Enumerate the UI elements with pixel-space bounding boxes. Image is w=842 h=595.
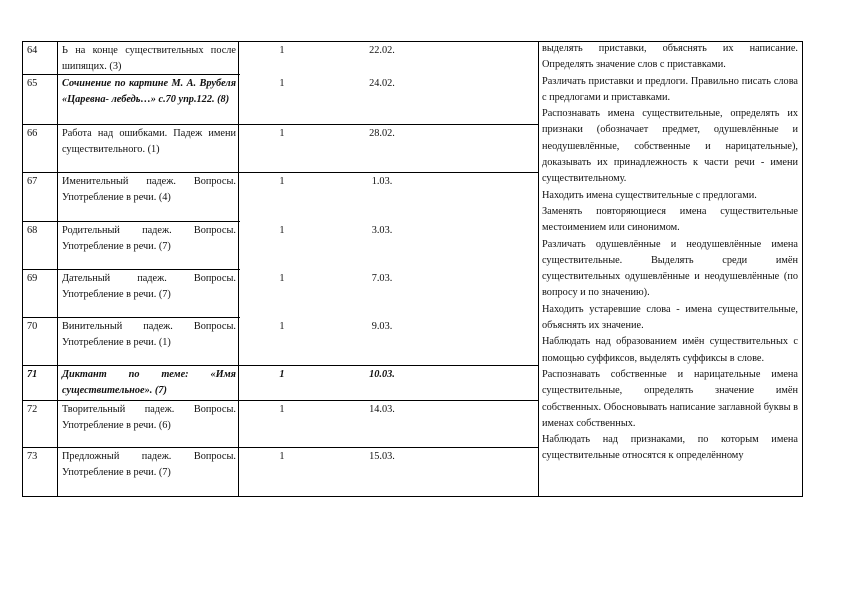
lesson-number: 69 bbox=[27, 273, 38, 284]
lesson-number: 70 bbox=[27, 321, 38, 332]
lesson-number: 68 bbox=[27, 225, 38, 236]
lesson-date: 28.02. bbox=[369, 128, 395, 139]
row-divider bbox=[22, 269, 240, 270]
activity-text: Наблюдать над образованием имён существительных с помощью суффиксов, выделять суффиксы в слове. bbox=[542, 336, 798, 364]
lesson-date: 9.03. bbox=[371, 321, 393, 332]
activity-text: Распознавать имена существительные, определять их признаки (обозначает предмет, одушевлённые и неодушевлённые, собственные и нарицательные), доказывать их принадлежность к части речи - имени существительному. bbox=[542, 108, 798, 185]
activity-text: Различать одушевлённые и неодушевлённые имена существительные. Выделять среди имён существительных одушевлённые и неодушевлённые (по вопросу и по значению). bbox=[542, 238, 798, 299]
lesson-number: 65 bbox=[27, 78, 38, 89]
lesson-number: 71 bbox=[27, 369, 38, 380]
hours-count: 1 bbox=[279, 369, 285, 380]
lesson-date: 1.03. bbox=[371, 176, 393, 187]
lesson-topic: Винительный падеж. Вопросы. Употребление в речи. (1) bbox=[62, 321, 236, 348]
row-divider bbox=[22, 400, 538, 401]
lesson-topic: Ь на конце существительных после шипящих. (3) bbox=[62, 45, 236, 72]
lesson-number: 67 bbox=[27, 176, 38, 187]
lesson-topic: Творительный падеж. Вопросы. Употребление в речи. (6) bbox=[62, 404, 236, 431]
lesson-topic: Диктант по теме: «Имя существительное». (7) bbox=[62, 369, 236, 396]
lesson-date: 3.03. bbox=[371, 225, 393, 236]
hours-count: 1 bbox=[279, 45, 285, 56]
row-divider bbox=[22, 172, 538, 173]
activity-text: Распознавать собственные и нарицательные имена существительные, определять значение имён собственных. Обосновывать написание заглавной буквы в именах собственных. bbox=[542, 368, 798, 429]
lesson-number: 72 bbox=[27, 404, 38, 415]
lesson-topic: Родительный падеж. Вопросы. Употребление в речи. (7) bbox=[62, 225, 236, 252]
hours-count: 1 bbox=[279, 404, 285, 415]
lesson-date: 15.03. bbox=[369, 451, 395, 462]
lesson-topic: Дательный падеж. Вопросы. Употребление в речи. (7) bbox=[62, 273, 236, 300]
lesson-topic: Работа над ошибками. Падеж имени существительного. (1) bbox=[62, 128, 236, 155]
hours-count: 1 bbox=[279, 273, 285, 284]
activity-text: Находить устаревшие слова - имена существительные, объяснять их значение. bbox=[542, 303, 798, 332]
lesson-date: 24.02. bbox=[369, 78, 395, 89]
lesson-date: 10.03. bbox=[369, 369, 395, 380]
lesson-number: 64 bbox=[27, 45, 38, 56]
lesson-topic: Сочинение по картине М. А. Врубеля «Царевна- лебедь…» с.70 упр.122. (8) bbox=[62, 78, 236, 105]
lesson-topic: Именительный падеж. Вопросы. Употребление в речи. (4) bbox=[62, 176, 236, 203]
row-divider bbox=[22, 317, 240, 318]
activities-column bbox=[542, 41, 798, 465]
row-divider bbox=[22, 221, 240, 222]
hours-count: 1 bbox=[279, 225, 285, 236]
row-divider bbox=[22, 74, 240, 75]
hours-count: 1 bbox=[279, 78, 285, 89]
row-divider bbox=[22, 447, 538, 448]
row-divider bbox=[22, 124, 538, 125]
lesson-date: 7.03. bbox=[371, 273, 393, 284]
activity-text: выделять приставки, объяснять их написание. Определять значение слов с приставками. bbox=[542, 43, 798, 71]
lesson-number: 66 bbox=[27, 128, 38, 139]
lesson-date: 22.02. bbox=[369, 45, 395, 56]
lesson-topic: Предложный падеж. Вопросы. Употребление в речи. (7) bbox=[62, 451, 236, 478]
hours-count: 1 bbox=[279, 451, 285, 462]
column-divider bbox=[538, 41, 539, 497]
hours-count: 1 bbox=[279, 321, 285, 332]
activity-text: Находить имена существительные с предлогами. bbox=[542, 189, 757, 201]
lesson-number: 73 bbox=[27, 451, 38, 462]
hours-count: 1 bbox=[279, 128, 285, 139]
activity-text: Различать приставки и предлоги. Правильно писать слова с предлогами и приставками. bbox=[542, 75, 798, 103]
activity-text: Заменять повторяющиеся имена существительные местоимением или синонимом. bbox=[542, 205, 798, 234]
row-divider bbox=[22, 365, 538, 366]
hours-count: 1 bbox=[279, 176, 285, 187]
activity-text: Наблюдать над признаками, по которым имена существительные относятся к определённому bbox=[542, 434, 798, 462]
lesson-date: 14.03. bbox=[369, 404, 395, 415]
